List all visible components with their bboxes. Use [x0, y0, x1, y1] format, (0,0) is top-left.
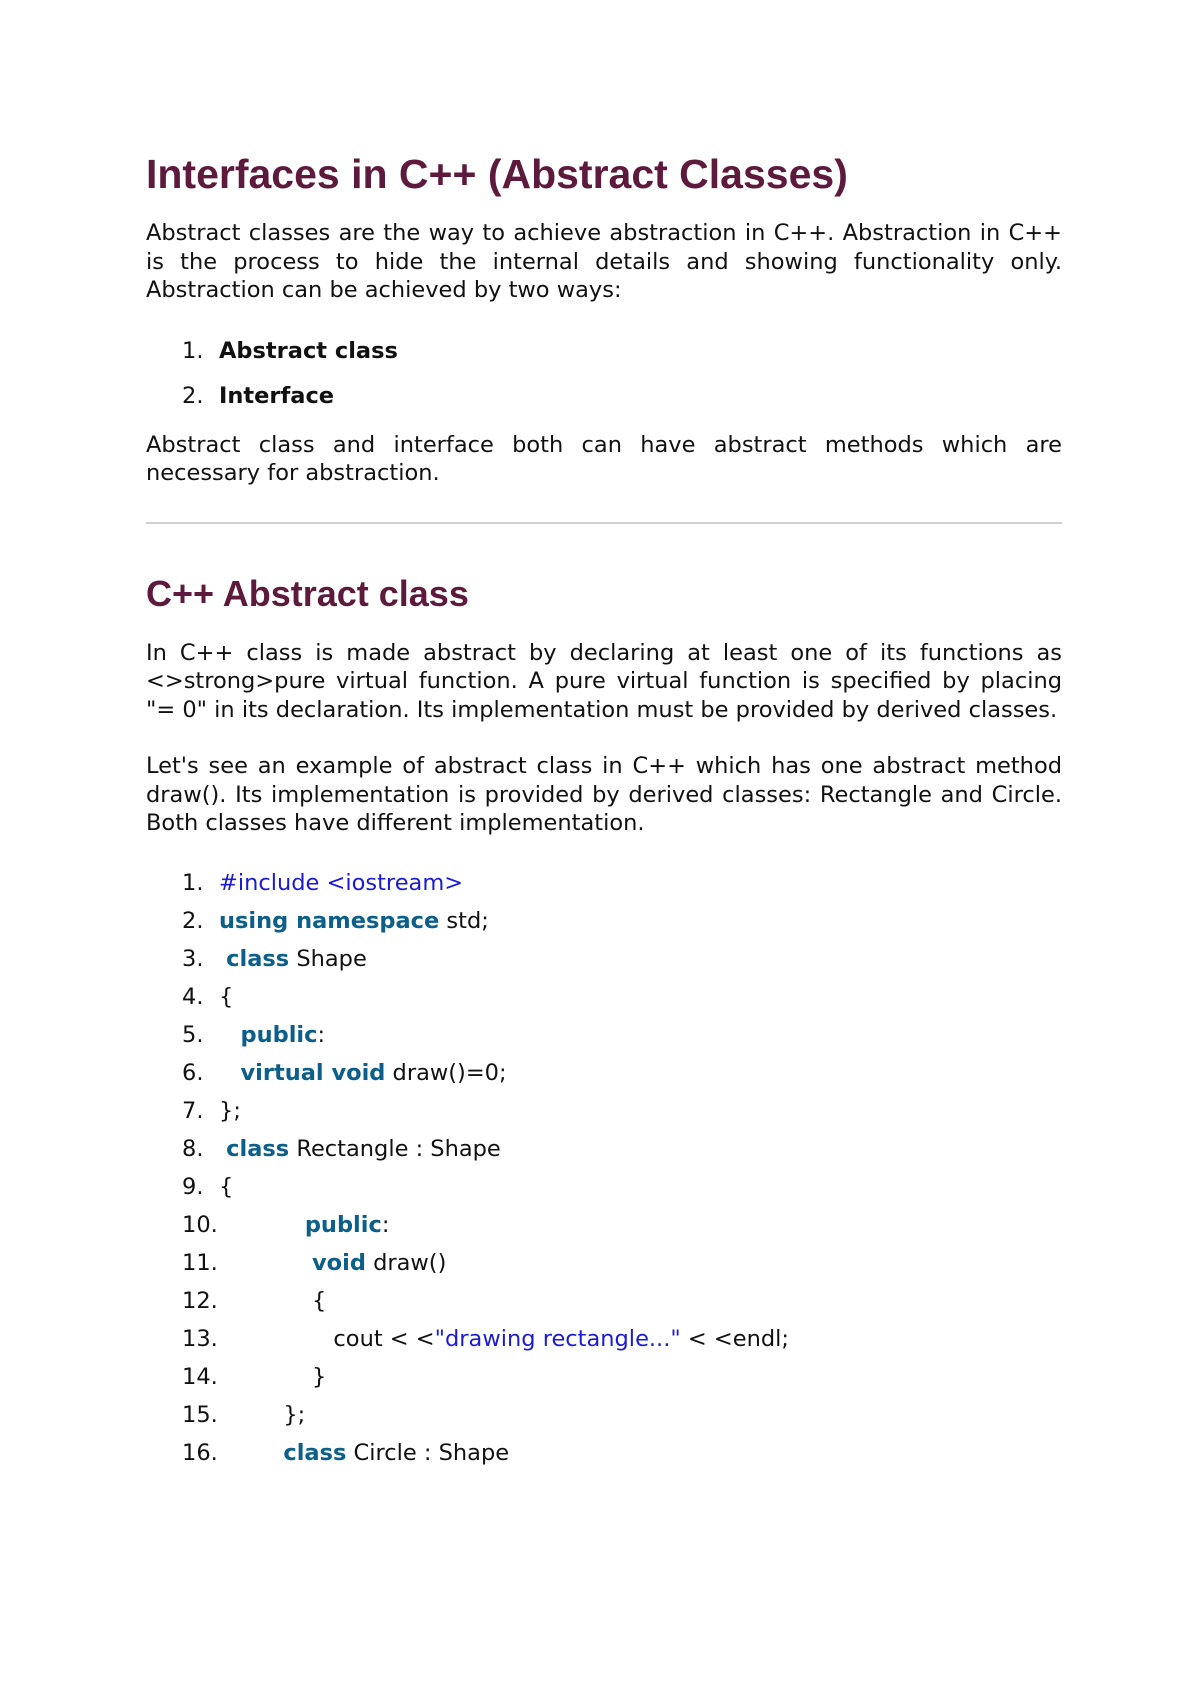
abstraction-ways-list — [146, 329, 1062, 419]
list-item-label: Interface — [219, 382, 335, 409]
intro-paragraph: Abstract classes are the way to achieve abstraction in C++. Abstraction in C++ is the process to hide the internal details and showing functionality only. Abstraction can be achieved by two ways: — [146, 220, 1062, 304]
code-line: 3. class Shape — [182, 945, 367, 972]
section-divider — [146, 522, 1062, 524]
code-line: 7. }; — [182, 1097, 241, 1124]
code-line: 6. virtual void draw()=0; — [182, 1059, 507, 1086]
section-paragraph-2: Let's see an example of abstract class in C++ which has one abstract method draw(). Its implementation is provided by derived classes: Rectangle and Circle. Both classes have different implementation. — [146, 753, 1062, 837]
code-line: 9. { — [182, 1173, 234, 1200]
code-listing — [146, 864, 1062, 1472]
document-page — [146, 150, 1062, 1472]
code-line: 13. cout < <"drawing rectangle..." < <endl; — [182, 1325, 789, 1352]
page-title: Interfaces in C++ (Abstract Classes) — [146, 151, 848, 197]
list-item-label: Abstract class — [219, 337, 398, 364]
code-line: 11. void draw() — [182, 1249, 447, 1276]
code-line: 16. class Circle : Shape — [182, 1439, 510, 1466]
list-item: 1. Abstract class — [182, 337, 398, 364]
code-line: 4. { — [182, 983, 234, 1010]
code-line: 14. } — [182, 1363, 327, 1390]
code-line: 10. public: — [182, 1211, 390, 1238]
code-line: 5. public: — [182, 1021, 326, 1048]
code-line: 15. }; — [182, 1401, 306, 1428]
code-line: 1. #include <iostream> — [182, 869, 464, 896]
code-line: 8. class Rectangle : Shape — [182, 1135, 501, 1162]
list-item: 2. Interface — [182, 382, 335, 409]
section-title: C++ Abstract class — [146, 572, 469, 614]
section-paragraph-1: In C++ class is made abstract by declaring at least one of its functions as <>strong>pure virtual function. A pure virtual function is specified by placing "= 0" in its declaration. Its implementation must be provided by derived classes. — [146, 639, 1062, 723]
code-line: 12. { — [182, 1287, 327, 1314]
ways-note-paragraph: Abstract class and interface both can have abstract methods which are necessary for abstraction. — [146, 431, 1062, 487]
code-line: 2. using namespace std; — [182, 907, 489, 934]
